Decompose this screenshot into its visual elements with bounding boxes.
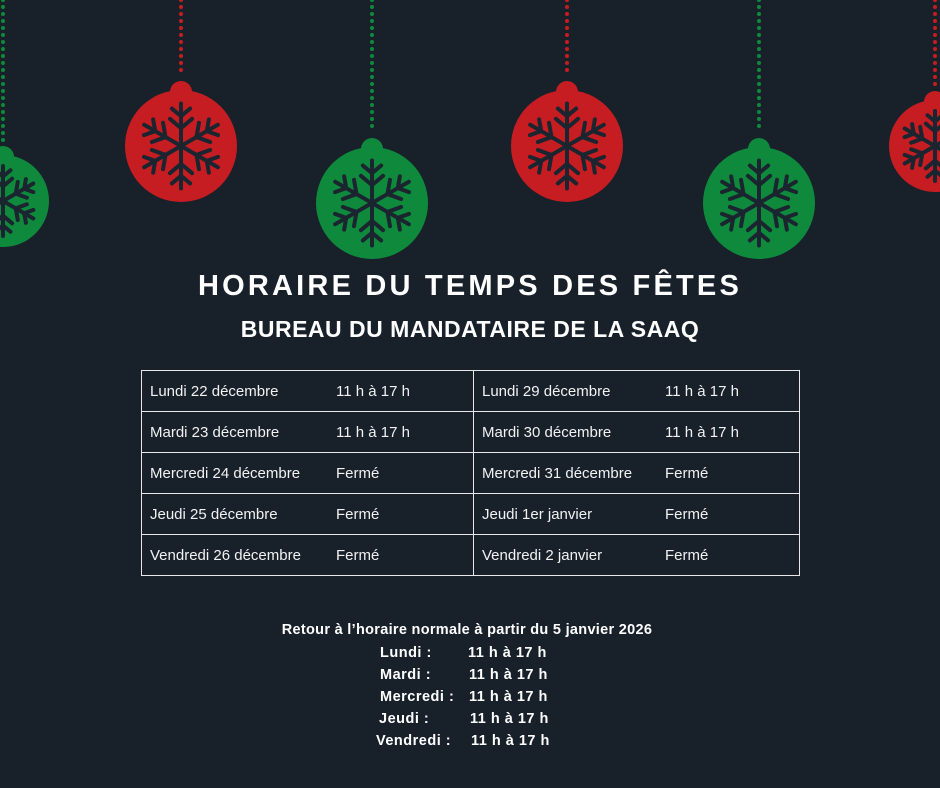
schedule-hours: Fermé	[665, 505, 709, 523]
schedule-cell	[474, 453, 800, 494]
list-item	[376, 664, 596, 686]
schedule-cell	[474, 412, 800, 453]
schedule-hours: 11 h à 17 h	[665, 382, 739, 400]
schedule-cell	[474, 494, 800, 535]
schedule-hours: 11 h à 17 h	[336, 423, 410, 441]
ornament	[125, 0, 237, 202]
list-item	[376, 708, 596, 730]
regular-hours-list	[376, 642, 596, 752]
regular-hours: 11 h à 17 h	[470, 711, 549, 727]
regular-day: Lundi :	[380, 645, 432, 661]
ornament	[703, 0, 815, 259]
schedule-day: Vendredi 26 décembre	[150, 546, 301, 564]
page-title: HORAIRE DU TEMPS DES FÊTES	[197, 270, 743, 302]
table-row	[142, 453, 800, 494]
schedule-cell	[474, 535, 800, 576]
schedule-day: Mardi 30 décembre	[482, 423, 612, 441]
schedule-hours: Fermé	[336, 546, 380, 564]
schedule-day: Mardi 23 décembre	[150, 423, 280, 441]
regular-day: Jeudi :	[379, 711, 430, 727]
schedule-day: Mercredi 24 décembre	[150, 464, 301, 482]
schedule-hours: Fermé	[665, 546, 709, 564]
schedule-day: Jeudi 25 décembre	[150, 505, 278, 523]
schedule-hours: 11 h à 17 h	[336, 382, 410, 400]
table-row	[142, 494, 800, 535]
schedule-hours: Fermé	[336, 505, 380, 523]
regular-day: Vendredi :	[376, 733, 452, 749]
table-row	[142, 371, 800, 412]
schedule-cell	[142, 371, 474, 412]
schedule-cell	[142, 453, 474, 494]
regular-hours: 11 h à 17 h	[468, 645, 547, 661]
schedule-cell	[142, 412, 474, 453]
schedule-day: Vendredi 2 janvier	[482, 546, 603, 564]
christmas-ornaments	[0, 0, 940, 270]
schedule-day: Lundi 29 décembre	[482, 382, 611, 400]
ornament	[889, 0, 940, 192]
return-notice: Retour à l’horaire normale à partir du 5 janvier 2026	[281, 622, 653, 638]
page-subtitle: BUREAU DU MANDATAIRE DE LA SAAQ	[240, 316, 700, 342]
schedule-hours: 11 h à 17 h	[665, 423, 739, 441]
list-item	[376, 642, 596, 664]
schedule-cell	[142, 494, 474, 535]
regular-hours: 11 h à 17 h	[469, 689, 548, 705]
schedule-hours: Fermé	[665, 464, 709, 482]
ornament	[0, 0, 49, 247]
schedule-day: Mercredi 31 décembre	[482, 464, 633, 482]
schedule-cell	[474, 371, 800, 412]
regular-day: Mercredi :	[380, 689, 455, 705]
list-item	[376, 686, 596, 708]
schedule-cell	[142, 535, 474, 576]
holiday-schedule-table	[141, 370, 800, 576]
regular-hours: 11 h à 17 h	[469, 667, 548, 683]
table-row	[142, 535, 800, 576]
table-row	[142, 412, 800, 453]
regular-day: Mardi :	[380, 667, 432, 683]
ornament	[316, 0, 428, 259]
list-item	[376, 730, 596, 752]
schedule-day: Lundi 22 décembre	[150, 382, 279, 400]
regular-hours: 11 h à 17 h	[471, 733, 550, 749]
schedule-day: Jeudi 1er janvier	[482, 505, 593, 523]
ornament	[511, 0, 623, 202]
schedule-hours: Fermé	[336, 464, 380, 482]
